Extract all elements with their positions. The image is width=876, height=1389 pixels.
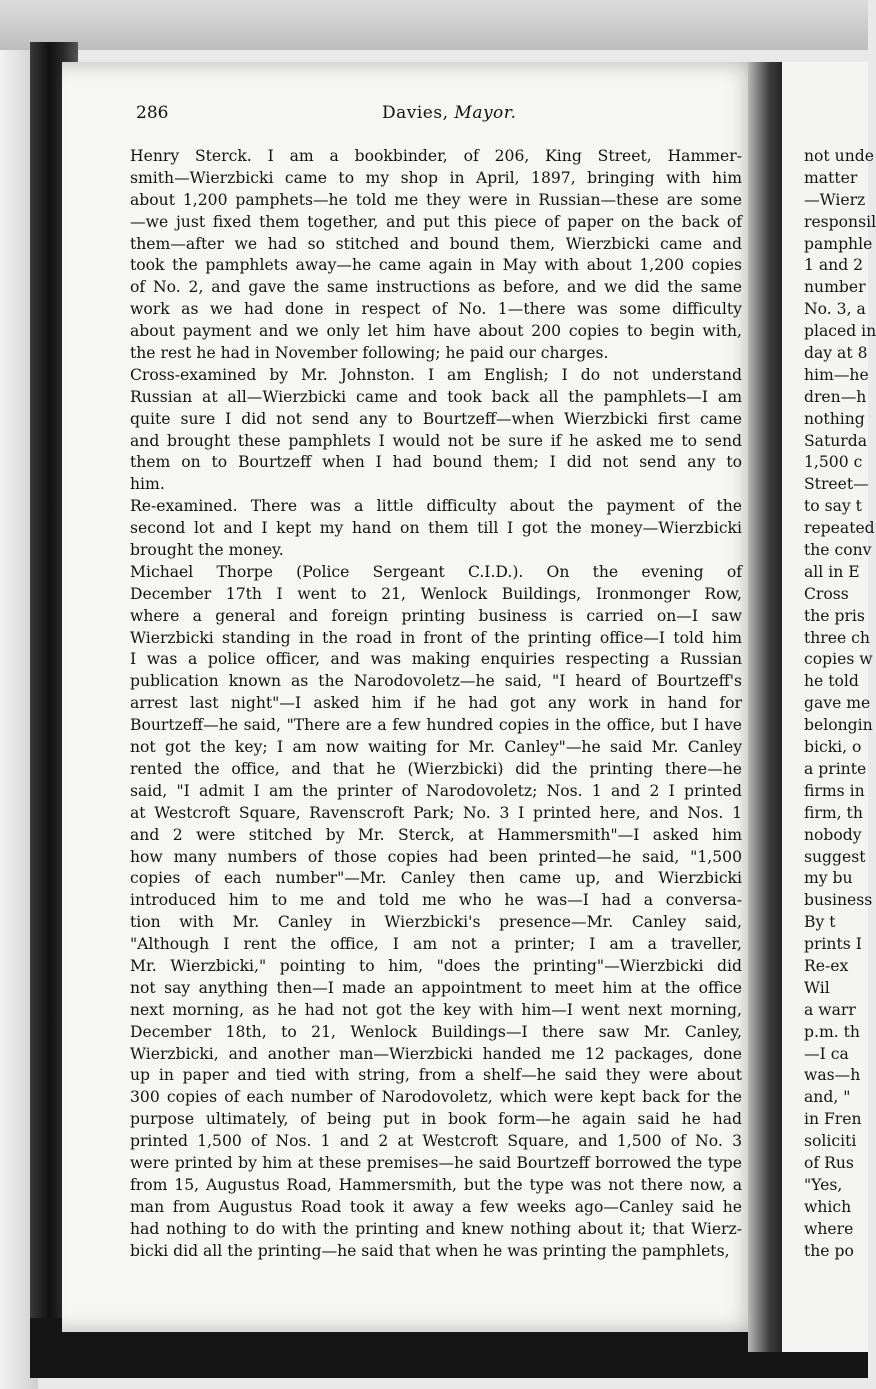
right-page — [782, 62, 876, 1352]
right-page-line: dren—h — [804, 387, 867, 406]
text-line: I was a police officer, and was making enquiries respecting a Russian — [130, 650, 742, 669]
right-page-line: soliciti — [804, 1132, 857, 1151]
right-page-line: to say t — [804, 497, 862, 516]
text-line: at Westcroft Square, Ravenscroft Park; No. 3 I printed here, and Nos. 1 — [130, 803, 742, 822]
right-page-line: a warr — [804, 1000, 856, 1019]
right-page-line: —I ca — [804, 1044, 849, 1063]
right-page-line: and, " — [804, 1088, 851, 1107]
text-line: the rest he had in November following; he paid our charges. — [130, 344, 609, 363]
right-page-line: of Rus — [804, 1153, 854, 1172]
right-page-line: Cross — [804, 584, 849, 603]
right-page-line: firm, th — [804, 803, 863, 822]
text-line: Cross-examined by Mr. Johnston. I am English; I do not understand — [130, 365, 742, 384]
text-line: Re-examined. There was a little difficulty about the payment of the — [130, 497, 742, 516]
text-line: and brought these pamphlets I would not be sure if he asked me to send — [130, 431, 742, 450]
text-line: smith—Wierzbicki came to my shop in April, 1897, bringing with him — [130, 168, 742, 187]
text-line: up in paper and tied with string, from a shelf—he said they were about — [130, 1066, 742, 1085]
text-line: them—after we had so stitched and bound them, Wierzbicki came and — [130, 234, 742, 253]
text-line: arrest last night"—I asked him if he had got any work in hand for — [130, 694, 742, 713]
right-page-line: suggest — [804, 847, 866, 866]
text-line: tion with Mr. Canley in Wierzbicki's presence—Mr. Canley said, — [130, 913, 742, 932]
text-line: where a general and foreign printing business is carried on—I saw — [130, 606, 742, 625]
text-line: work as we had done in respect of No. 1—there was some difficulty — [130, 300, 742, 319]
page-number: 286 — [136, 103, 169, 123]
text-line: —we just fixed them together, and put this piece of paper on the back of — [130, 212, 742, 231]
right-page-line: three ch — [804, 628, 870, 647]
text-line: man from Augustus Road took it away a few weeks ago—Canley said he — [130, 1197, 742, 1216]
text-line: not got the key; I am now waiting for Mr. Canley"—he said Mr. Canley — [130, 738, 742, 757]
text-line: second lot and I kept my hand on them till I got the money—Wierzbicki — [130, 519, 742, 538]
right-page-line: 1 and 2 — [804, 256, 864, 275]
right-page-line: my bu — [804, 869, 853, 888]
text-line: Henry Sterck. I am a bookbinder, of 206, King Street, Hammer- — [130, 147, 742, 165]
right-page-line: a printe — [804, 759, 867, 778]
text-line: quite sure I did not send any to Bourtzeff—when Wierzbicki first came — [130, 409, 742, 428]
text-line: 300 copies of each number of Narodovoletz, which were kept back for the — [130, 1088, 742, 1107]
right-page-line: nothing — [804, 409, 865, 428]
text-line: about 1,200 pamphets—he told me they were in Russian—these are some — [130, 190, 742, 209]
right-page-line: "Yes, — [804, 1175, 843, 1194]
text-line: of No. 2, and gave the same instructions as before, and we did the same — [130, 278, 742, 297]
running-head-name: Davies, — [382, 103, 449, 123]
text-line: not say anything then—I made an appointment to meet him at the office — [130, 978, 742, 997]
text-line: December 17th I went to 21, Wenlock Buildings, Ironmonger Row, — [130, 584, 742, 603]
text-line: purpose ultimately, of being put in book form—he again said he had — [130, 1110, 742, 1129]
right-page-line: bicki, o — [804, 738, 862, 757]
right-page-line: No. 3, a — [804, 300, 866, 319]
running-head-role: Mayor. — [454, 103, 517, 123]
right-page-line: repeated — [804, 519, 875, 538]
text-line: them on to Bourtzeff when I had bound them; I did not send any to — [130, 453, 742, 472]
right-page-line: Street— — [804, 475, 869, 494]
running-head-title — [382, 103, 516, 123]
text-line: Michael Thorpe (Police Sergeant C.I.D.). On the evening of — [130, 562, 742, 581]
text-line: took the pamphlets away—he came again in May with about 1,200 copies — [130, 256, 742, 275]
right-page-line: number — [804, 278, 866, 297]
text-line: Wierzbicki standing in the road in front of the printing office—I told him — [130, 628, 742, 647]
right-page-line: belongin — [804, 716, 873, 735]
text-line: how many numbers of those copies had been printed—he said, "1,500 — [130, 847, 742, 866]
text-line: Bourtzeff—he said, "There are a few hundred copies in the office, but I have — [130, 716, 742, 735]
right-page-line: all in E — [804, 562, 860, 581]
right-page-line: nobody — [804, 825, 862, 844]
right-page-line: the conv — [804, 541, 872, 560]
text-line: and 2 were stitched by Mr. Sterck, at Hammersmith"—I asked him — [130, 825, 742, 844]
right-page-line: Wil — [804, 978, 830, 997]
right-page-line: matter — [804, 168, 858, 187]
right-page-text — [804, 146, 876, 1262]
right-page-line: By t — [804, 913, 836, 932]
text-line: had nothing to do with the printing and knew nothing about it; that Wierz- — [130, 1219, 742, 1238]
right-page-line: p.m. th — [804, 1022, 860, 1041]
right-page-line: prints I — [804, 935, 862, 954]
text-line: publication known as the Narodovoletz—he said, "I heard of Bourtzeff's — [130, 672, 742, 691]
right-page-line: him—he — [804, 365, 869, 384]
right-page-line: he told — [804, 672, 859, 691]
right-page-line: firms in — [804, 781, 865, 800]
text-line: Mr. Wierzbicki," pointing to him, "does the printing"—Wierzbicki did — [130, 956, 742, 975]
text-line: bicki did all the printing—he said that when he was printing the pamphlets, — [130, 1241, 730, 1260]
text-line: him. — [130, 475, 165, 494]
text-line: brought the money. — [130, 541, 284, 560]
text-line: Russian at all—Wierzbicki came and took back all the pamphlets—I am — [130, 387, 742, 406]
right-page-line: gave me — [804, 694, 871, 713]
text-line: were printed by him at these premises—he said Bourtzeff borrowed the type — [130, 1153, 742, 1172]
right-page-line: Saturda — [804, 431, 868, 450]
text-line: Wierzbicki, and another man—Wierzbicki handed me 12 packages, done — [130, 1044, 742, 1063]
body-text — [130, 146, 742, 1262]
right-page-line: the pris — [804, 606, 865, 625]
right-page-line: 1,500 c — [804, 453, 863, 472]
right-page-line: responsil — [804, 212, 876, 231]
scan-top-strip — [0, 0, 868, 50]
running-header — [136, 103, 736, 127]
right-page-line: where — [804, 1219, 854, 1238]
text-line: next morning, as he had not got the key with him—I went next morning, — [130, 1000, 742, 1019]
text-line: "Although I rent the office, I am not a printer; I am a traveller, — [130, 935, 742, 954]
text-line: printed 1,500 of Nos. 1 and 2 at Westcroft Square, and 1,500 of No. 3 — [130, 1132, 742, 1151]
text-line: introduced him to me and told me who he was—I had a conversa- — [130, 891, 742, 910]
text-line: rented the office, and that he (Wierzbicki) did the printing there—he — [130, 759, 742, 778]
right-page-line: day at 8 — [804, 344, 868, 363]
right-page-line: which — [804, 1197, 852, 1216]
text-line: said, "I admit I am the printer of Narodovoletz; Nos. 1 and 2 I printed — [130, 781, 742, 800]
right-page-line: the po — [804, 1241, 854, 1260]
text-line: about payment and we only let him have about 200 copies to begin with, — [130, 322, 742, 341]
right-page-line: pamphle — [804, 234, 873, 253]
text-line: December 18th, to 21, Wenlock Buildings—I there saw Mr. Canley, — [130, 1022, 742, 1041]
right-page-line: Re-ex — [804, 956, 849, 975]
right-page-line: placed in — [804, 322, 876, 341]
right-page-line: —Wierz — [804, 190, 866, 209]
right-page-line: was—h — [804, 1066, 861, 1085]
right-page-line: business — [804, 891, 873, 910]
text-line: copies of each number"—Mr. Canley then came up, and Wierzbicki — [130, 869, 742, 888]
right-page-line: in Fren — [804, 1110, 862, 1129]
text-line: from 15, Augustus Road, Hammersmith, but the type was not there now, a — [130, 1175, 742, 1194]
right-page-line: not unde — [804, 147, 874, 165]
right-page-line: copies w — [804, 650, 873, 669]
